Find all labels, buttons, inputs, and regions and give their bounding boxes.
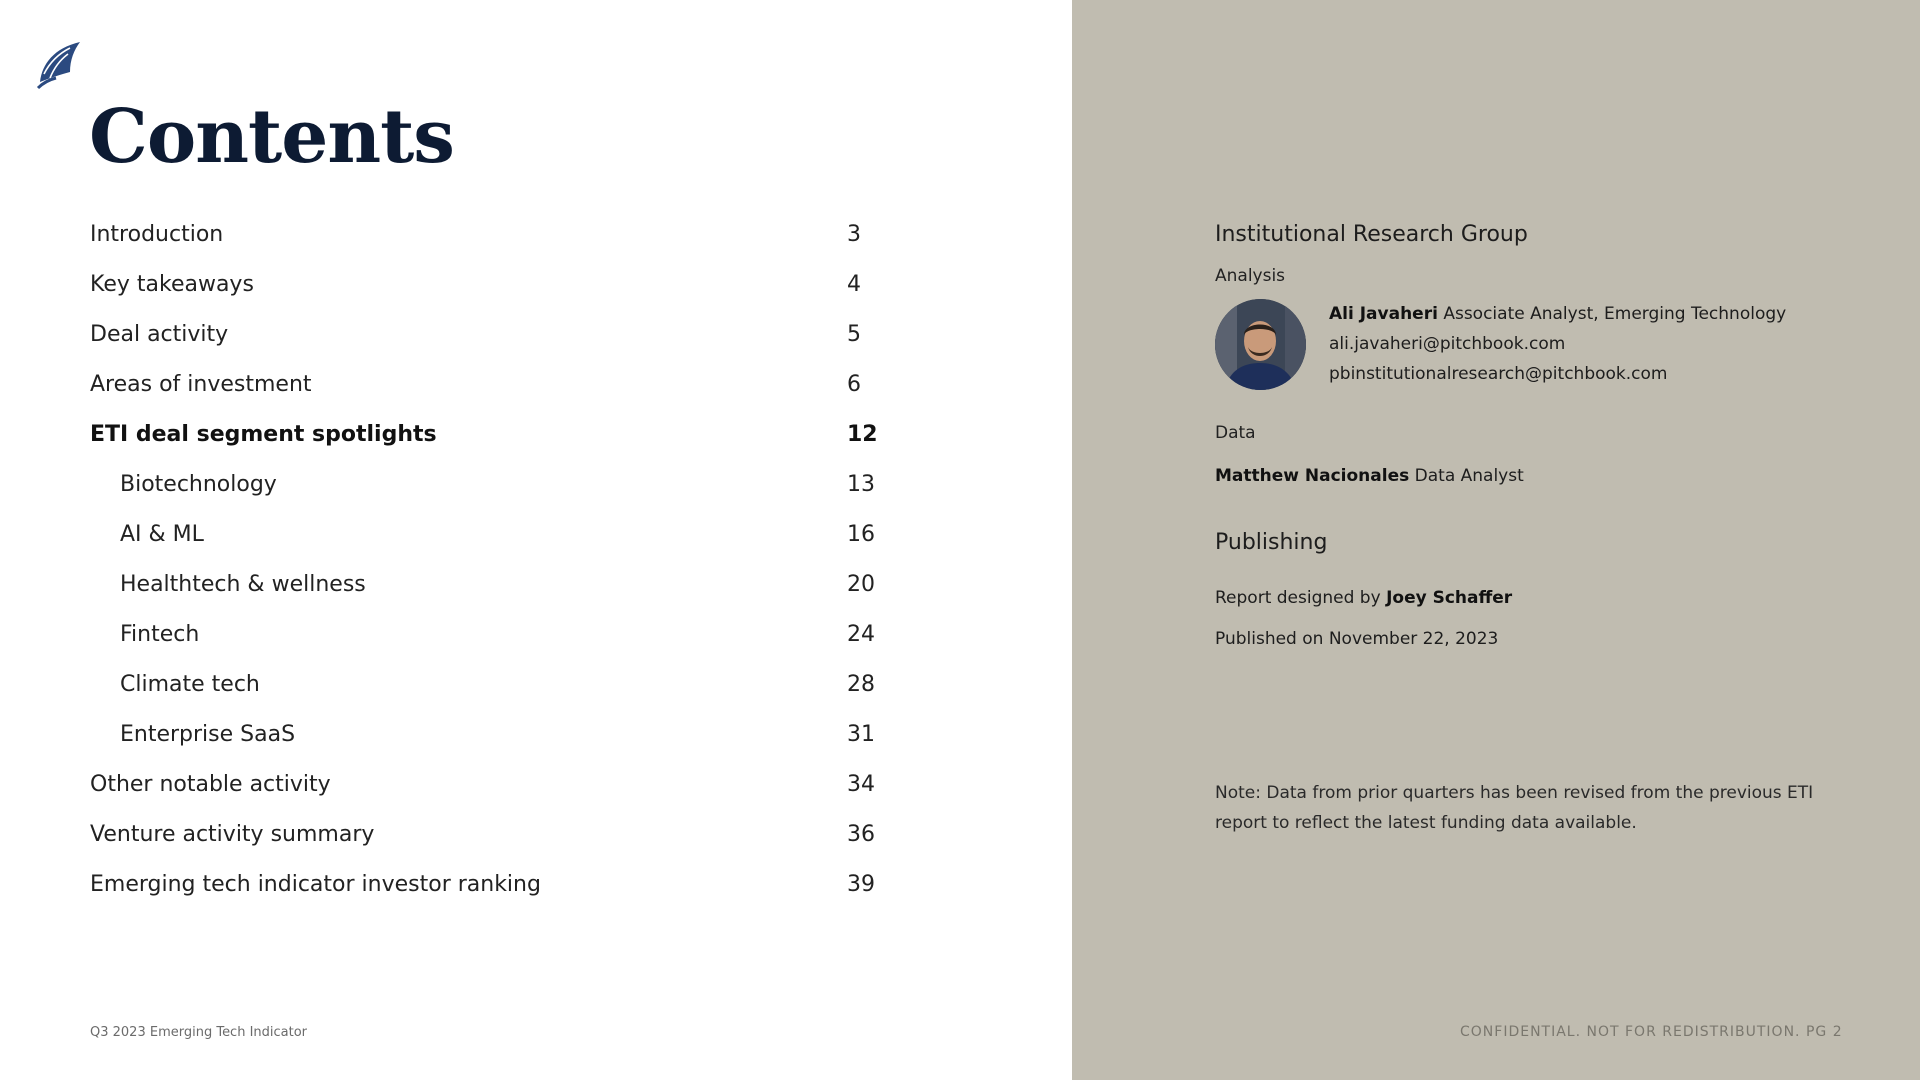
group-email-link[interactable]: pbinstitutionalresearch@pitchbook.com	[1329, 364, 1668, 384]
toc-item[interactable]	[90, 765, 880, 805]
toc-item-page: 39	[847, 872, 875, 897]
toc-item-page: 4	[847, 272, 861, 297]
toc-item-page: 24	[847, 622, 875, 647]
toc-item-label: Fintech	[120, 622, 200, 647]
revision-note: Note: Data from prior quarters has been revised from the previous ETI report to reflect the latest funding data available.	[1215, 783, 1814, 833]
toc-item-page: 16	[847, 522, 875, 547]
toc-item-page: 6	[847, 372, 861, 397]
toc-subitem[interactable]	[90, 465, 880, 505]
toc-item-label: Venture activity summary	[90, 822, 375, 847]
page-title: Contents	[89, 94, 454, 180]
analyst-email-link[interactable]: ali.javaheri@pitchbook.com	[1329, 334, 1566, 354]
group-title: Institutional Research Group	[1215, 222, 1528, 247]
toc-item-label: Healthtech & wellness	[120, 572, 366, 597]
toc-subitem[interactable]	[90, 715, 880, 755]
data-analyst-line	[1215, 466, 1524, 486]
toc-item[interactable]	[90, 865, 880, 905]
published-date: Published on November 22, 2023	[1215, 629, 1499, 649]
toc-item-page: 28	[847, 672, 875, 697]
toc-item-label: Enterprise SaaS	[120, 722, 296, 747]
toc-item-label: Key takeaways	[90, 272, 254, 297]
toc-item-page: 3	[847, 222, 861, 247]
toc-item-page: 34	[847, 772, 875, 797]
confidential-footer: CONFIDENTIAL. NOT FOR REDISTRIBUTION. PG 2	[1460, 1024, 1843, 1040]
toc-section-heading[interactable]	[90, 415, 880, 455]
analyst-line	[1329, 304, 1786, 324]
report-name-footer: Q3 2023 Emerging Tech Indicator	[90, 1025, 308, 1040]
toc-item[interactable]	[90, 265, 880, 305]
toc-item[interactable]	[90, 815, 880, 855]
toc-item-label: ETI deal segment spotlights	[90, 422, 437, 447]
analyst-avatar	[1215, 299, 1306, 390]
toc-item-page: 13	[847, 472, 875, 497]
data-analyst-name: Matthew Nacionales	[1215, 466, 1410, 486]
toc-item-label: Areas of investment	[90, 372, 312, 397]
toc-subitem[interactable]	[90, 665, 880, 705]
toc-item-label: Climate tech	[120, 672, 260, 697]
toc-item[interactable]	[90, 315, 880, 355]
toc-item-label: Other notable activity	[90, 772, 331, 797]
toc-item-label: Biotechnology	[120, 472, 277, 497]
toc-item-page: 20	[847, 572, 875, 597]
publishing-title: Publishing	[1215, 530, 1328, 555]
toc-subitem[interactable]	[90, 565, 880, 605]
analysis-label: Analysis	[1215, 266, 1286, 286]
designer-prefix: Report designed by	[1215, 588, 1381, 608]
toc-subitem[interactable]	[90, 515, 880, 555]
toc-item[interactable]	[90, 365, 880, 405]
data-label: Data	[1215, 423, 1256, 443]
toc-item-page: 5	[847, 322, 861, 347]
toc-item-page: 36	[847, 822, 875, 847]
toc-item-page: 12	[847, 422, 878, 447]
analyst-name: Ali Javaheri	[1329, 304, 1438, 324]
toc-item-label: Introduction	[90, 222, 224, 247]
designer-line	[1215, 588, 1512, 608]
designer-name: Joey Schaffer	[1386, 588, 1513, 608]
toc-item-page: 31	[847, 722, 875, 747]
analyst-role: Associate Analyst, Emerging Technology	[1443, 304, 1787, 324]
data-analyst-role: Data Analyst	[1414, 466, 1524, 486]
toc-item[interactable]	[90, 215, 880, 255]
toc-item-label: Emerging tech indicator investor ranking	[90, 872, 541, 897]
toc-item-label: AI & ML	[120, 522, 204, 547]
toc-subitem[interactable]	[90, 615, 880, 655]
toc-item-label: Deal activity	[90, 322, 229, 347]
credits-panel	[1072, 0, 1920, 1080]
